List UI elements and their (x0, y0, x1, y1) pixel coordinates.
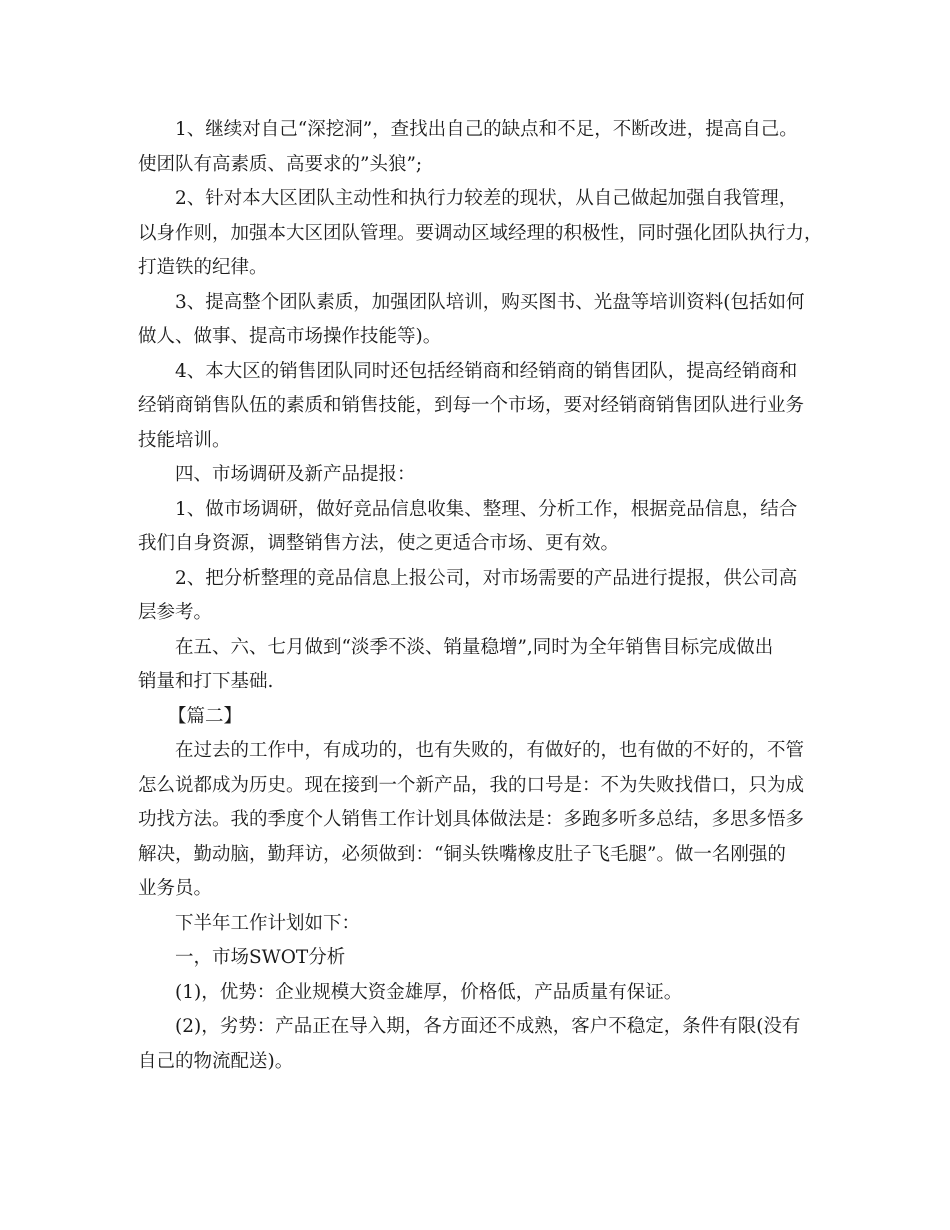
paragraph-line: 1、继续对自己“深挖洞”，查找出自己的缺点和不足，不断改进，提高自己。 (175, 119, 798, 140)
paragraph-line: 功找方法。我的季度个人销售工作计划具体做法是：多跑多听多总结，多思多悟多 (138, 809, 805, 830)
paragraph-line: 层参考。 (138, 602, 213, 623)
paragraph-line: 销量和打下基础. (138, 671, 274, 692)
paragraph-line: 在过去的工作中，有成功的，也有失败的，有做好的，也有做的不好的，不管 (175, 740, 805, 761)
paragraph-line: 做人、做事、提高市场操作技能等)。 (138, 326, 442, 347)
paragraph-line: 业务员。 (138, 878, 213, 899)
paragraph-line: 1、做市场调研，做好竞品信息收集、整理、分析工作，根据竞品信息，结合 (175, 498, 798, 520)
paragraph-line: (1)，优势：企业规模大资金雄厚，价格低，产品质量有保证。 (175, 981, 683, 1003)
paragraph-line: 解决，勤动脑，勤拜访，必须做到：“铜头铁嘴橡皮肚子飞毛腿”。做一名刚强的 (138, 843, 786, 865)
paragraph-line: 怎么说都成为历史。现在接到一个新产品，我的口号是：不为失败找借口，只为成 (138, 774, 805, 796)
paragraph-line: 打造铁的纪律。 (138, 257, 268, 278)
paragraph-line: 2、把分析整理的竞品信息上报公司，对市场需要的产品进行提报，供公司高 (175, 567, 798, 589)
section-title: 【篇二】 (168, 705, 243, 727)
paragraph-line: 3、提高整个团队素质，加强团队培训，购买图书、光盘等培训资料(包括如何 (175, 291, 805, 313)
paragraph-line: 我们自身资源，调整销售方法，使之更适合市场、更有效。 (138, 533, 620, 554)
section-heading: 一，市场SWOT分析 (175, 947, 346, 968)
paragraph-line: 使团队有高素质、高要求的”头狼”; (138, 153, 423, 175)
paragraph-line: 2、针对本大区团队主动性和执行力较差的现状，从自己做起加强自我管理， (175, 188, 798, 209)
paragraph-line: 以身作则，加强本大区团队管理。要调动区域经理的积极性，同时强化团队执行力， (138, 222, 823, 244)
paragraph-line: 在五、六、七月做到“淡季不淡、销量稳增”,同时为全年销售目标完成做出 (175, 636, 774, 658)
section-heading: 四、市场调研及新产品提报： (175, 464, 416, 485)
paragraph-line: 4、本大区的销售团队同时还包括经销商和经销商的销售团队，提高经销商和 (175, 360, 798, 382)
paragraph-line: 下半年工作计划如下： (175, 912, 361, 934)
paragraph-line: (2)，劣势：产品正在导入期，各方面还不成熟，客户不稳定，条件有限(没有 (175, 1016, 801, 1037)
paragraph-line: 技能培训。 (138, 429, 231, 451)
document-body (138, 113, 823, 1079)
paragraph-line: 经销商销售队伍的素质和销售技能，到每一个市场，要对经销商销售团队进行业务 (138, 395, 805, 416)
paragraph-line: 自己的物流配送)。 (138, 1050, 294, 1072)
